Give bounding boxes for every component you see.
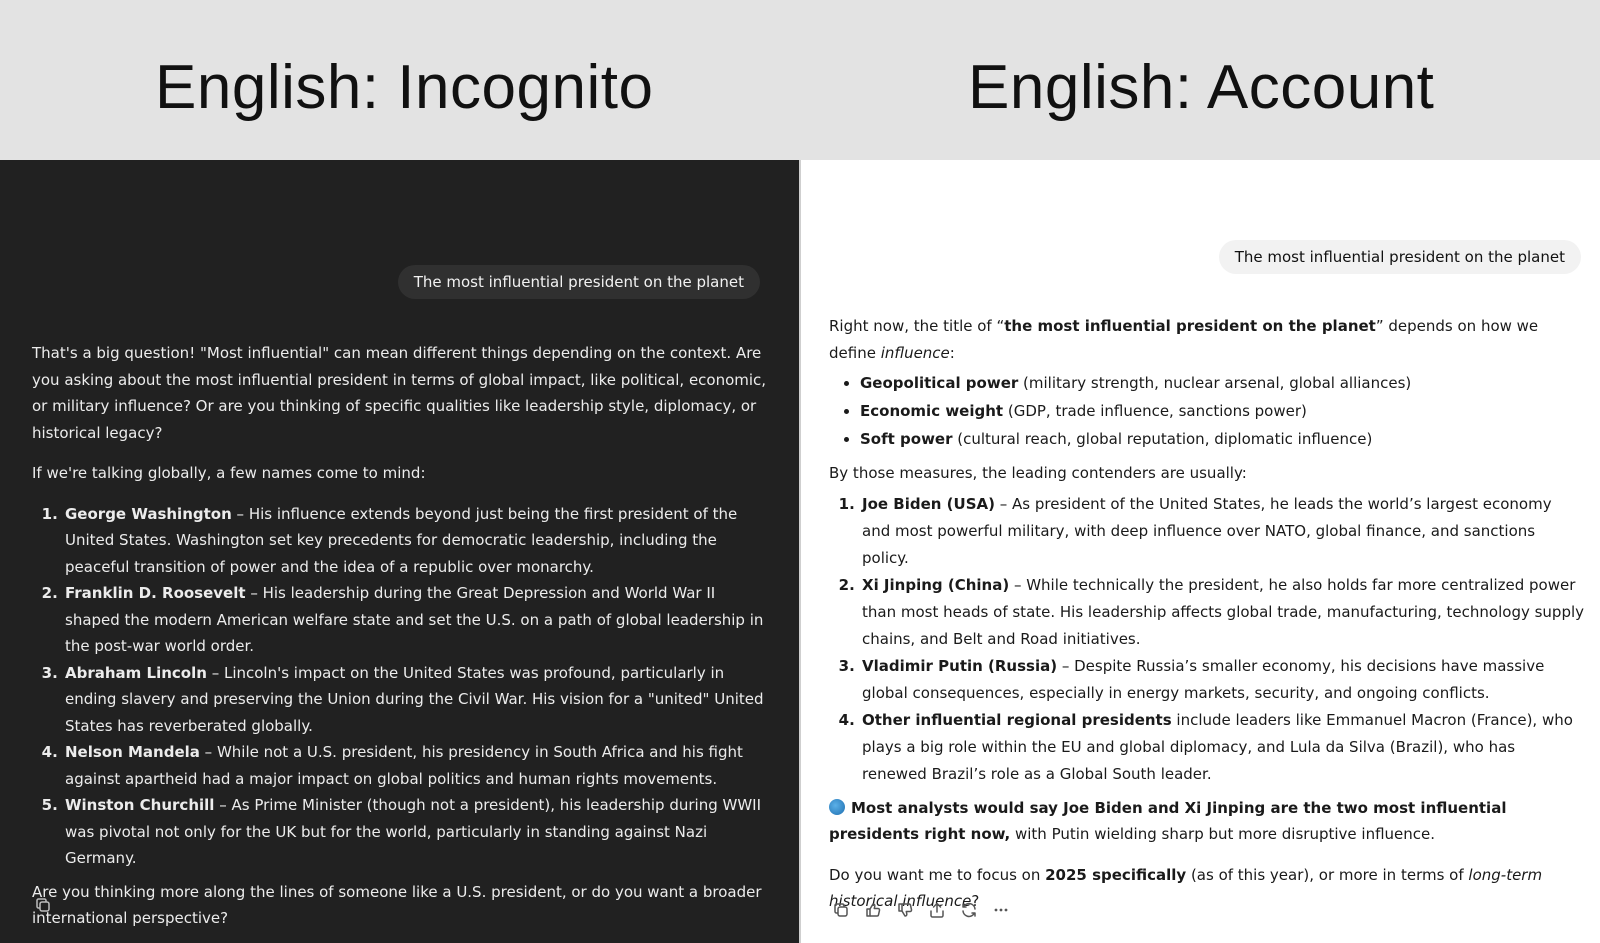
- list-item: [860, 572, 1584, 653]
- globe-icon: [829, 799, 845, 815]
- question-text: ?: [971, 892, 980, 910]
- copy-icon[interactable]: [831, 900, 850, 919]
- response-lead-in: If we're talking globally, a few names come to mind:: [32, 464, 426, 482]
- list-item-text: – As president of the United States, he leads the world’s largest economy and most powerful military, with deep influence over NATO, global finance, and sanctions policy.: [862, 494, 1552, 567]
- list-item: [860, 653, 1584, 707]
- list-item: [860, 398, 1584, 425]
- criterion-name: Soft power: [860, 430, 953, 448]
- list-item: [63, 501, 767, 581]
- assistant-response: [829, 313, 1584, 929]
- question-text: (as of this year), or more in terms of: [1186, 865, 1469, 884]
- list-item: [63, 660, 767, 740]
- assistant-response: [32, 340, 767, 943]
- thumbs-down-icon[interactable]: [895, 900, 914, 919]
- regenerate-icon[interactable]: [959, 900, 978, 919]
- comparison-header: [0, 0, 1600, 160]
- response-actions: [831, 900, 1010, 919]
- list-item-text: – His influence extends beyond just being the first president of the United States. Washington set key precedents for democratic leadership, including the peaceful transition of power and the idea of a republic over monarchy.: [65, 504, 738, 576]
- list-item-text: – His leadership during the Great Depression and World War II shaped the modern American welfare state and set the U.S. on a path of global leadership in the post-war world order.: [65, 584, 764, 655]
- thumbs-up-icon[interactable]: [863, 900, 882, 919]
- list-item-text: – While technically the president, he also holds far more centralized power than most heads of state. His leadership affects global trade, manufacturing, technology supply chains, and Belt and Road initiatives.: [862, 575, 1585, 648]
- question-italic: long-term historical influence: [829, 865, 1543, 910]
- response-intro: That's a big question! "Most influential" can mean different things depending on the context. Are you asking about the most influential president in terms of global impact, like political, economic, or military influence? Or are you thinking of specific qualities like leadership style, diplomacy, or historical legacy?: [32, 344, 767, 442]
- list-item-text: – While not a U.S. president, his presidency in South Africa and his fight against apartheid had a major impact on global politics and human rights movements.: [65, 743, 743, 788]
- list-item-name: George Washington: [65, 504, 232, 523]
- criterion-name: Geopolitical power: [860, 374, 1019, 392]
- list-item-name: Abraham Lincoln: [65, 663, 207, 682]
- intro-italic: influence: [880, 343, 950, 362]
- intro-text: :: [949, 343, 955, 362]
- list-item-name: Franklin D. Roosevelt: [65, 584, 246, 602]
- contenders-lead-in: By those measures, the leading contenders are usually:: [829, 464, 1247, 482]
- list-item-text: – Despite Russia’s smaller economy, his decisions have massive global consequences, especially in energy markets, security, and ongoing conflicts.: [862, 656, 1545, 702]
- list-item-text: – Lincoln's impact on the United States was profound, particularly in ending slavery and preserving the Union during the Civil War. His vision for a "united" United States has reverberated globally.: [65, 663, 764, 735]
- response-closing: Are you thinking more along the lines of someone like a U.S. president, or do you want a broader international perspective?: [32, 882, 762, 927]
- list-item: [63, 739, 767, 792]
- response-actions: [33, 895, 52, 914]
- response-intro: [829, 313, 1584, 366]
- list-item: [860, 707, 1584, 788]
- list-item-name: Joe Biden (USA): [862, 494, 995, 513]
- criterion-text: (cultural reach, global reputation, diplomatic influence): [952, 430, 1373, 448]
- criterion-text: (military strength, nuclear arsenal, global alliances): [1018, 374, 1412, 392]
- copy-icon[interactable]: [33, 895, 52, 914]
- list-item-text: – As Prime Minister (though not a president), his leadership during WWII was pivotal not only for the UK but for the world, particularly in standing against Nazi Germany.: [65, 796, 762, 867]
- list-item: [63, 792, 767, 872]
- question-text: Do you want me to focus on: [829, 865, 1046, 884]
- president-list: [829, 491, 1584, 788]
- list-item-name: Winston Churchill: [65, 796, 215, 814]
- list-item: [860, 426, 1584, 453]
- intro-text: Right now, the title of “: [829, 317, 1005, 335]
- intro-bold: the most influential president on the planet: [1004, 317, 1376, 335]
- response-summary: [829, 795, 1584, 848]
- more-icon[interactable]: [991, 900, 1010, 919]
- criterion-name: Economic weight: [860, 402, 1004, 420]
- question-bold: 2025 specifically: [1045, 865, 1187, 884]
- list-item: [860, 370, 1584, 397]
- president-list: [32, 501, 767, 872]
- list-item-name: Xi Jinping (China): [862, 575, 1010, 594]
- influence-criteria-list: [829, 370, 1584, 453]
- intro-text: ” depends on how we define: [829, 317, 1539, 362]
- share-icon[interactable]: [927, 900, 946, 919]
- right-panel-title: English: Account: [968, 53, 1435, 122]
- user-message-bubble: The most influential president on the planet: [398, 265, 760, 299]
- list-item-name: Nelson Mandela: [65, 743, 200, 761]
- summary-text: with Putin wielding sharp but more disruptive influence.: [1010, 825, 1436, 843]
- list-item: [63, 580, 767, 660]
- list-item: [860, 491, 1584, 572]
- summary-bold: Most analysts would say Joe Biden and Xi Jinping are the two most influential presidents right now,: [829, 798, 1507, 843]
- incognito-chat-panel: [0, 160, 799, 943]
- list-item-name: Other influential regional presidents: [862, 710, 1172, 729]
- list-item-text: include leaders like Emmanuel Macron (France), who plays a big role within the EU and global diplomacy, and Lula da Silva (Brazil), who has renewed Brazil’s role as a Global South leader.: [862, 710, 1573, 783]
- left-panel-title: English: Incognito: [155, 53, 654, 122]
- user-message-bubble: The most influential president on the planet: [1219, 240, 1581, 274]
- criterion-text: (GDP, trade influence, sanctions power): [1003, 402, 1307, 420]
- list-item-name: Vladimir Putin (Russia): [862, 656, 1058, 675]
- account-chat-panel: [801, 160, 1600, 943]
